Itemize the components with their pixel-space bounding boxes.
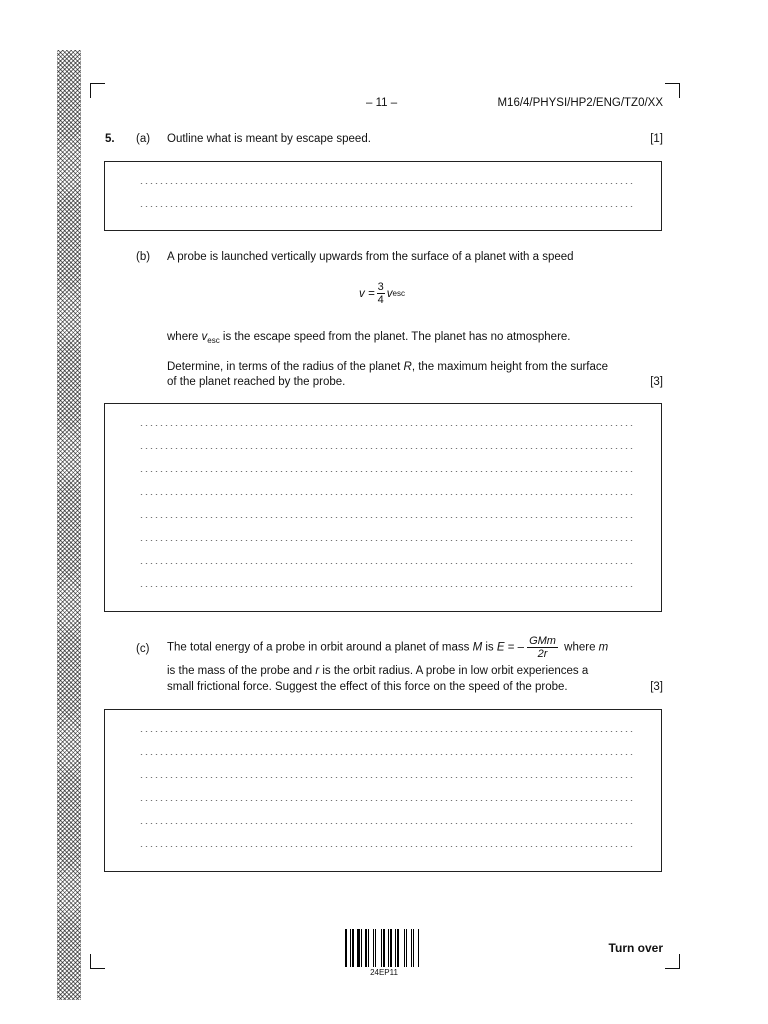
- text-segment: is the mass of the probe and: [167, 665, 316, 677]
- answer-box-b[interactable]: [104, 403, 662, 612]
- part-c-label: (c): [136, 643, 150, 655]
- answer-line: [139, 754, 633, 755]
- variable: r: [315, 665, 320, 677]
- part-c-line-3: small frictional force. Suggest the effect of this force on the speed of the probe.: [167, 681, 568, 693]
- answer-line: [139, 517, 633, 518]
- fraction-numerator: GMm: [529, 635, 556, 647]
- answer-box-c[interactable]: [104, 709, 662, 872]
- subscript: esc: [207, 336, 220, 345]
- part-b-label: (b): [136, 251, 151, 263]
- text-segment: is: [482, 641, 497, 654]
- variable: M: [472, 641, 483, 654]
- barcode-bar: [393, 929, 394, 967]
- part-a-text: Outline what is meant by escape speed.: [167, 133, 371, 145]
- barcode-bar: [404, 929, 405, 967]
- crop-mark-top-right: [665, 83, 680, 98]
- barcode-bar: [413, 929, 414, 967]
- formula-var: v: [386, 287, 393, 300]
- text-segment: , the maximum height from the surface: [411, 361, 609, 373]
- barcode-bar: [388, 929, 389, 967]
- barcode-bar: [377, 929, 380, 967]
- speed-formula: [359, 281, 405, 306]
- part-b-text-1: A probe is launched vertically upwards from the surface of a planet with a speed: [167, 251, 574, 263]
- part-b-text-3: [167, 361, 608, 373]
- barcode-bar: [390, 929, 392, 967]
- part-a-label: (a): [136, 133, 151, 145]
- variable: v: [201, 331, 208, 343]
- text-segment: Determine, in terms of the radius of the planet: [167, 361, 404, 373]
- barcode-bar: [352, 929, 354, 967]
- answer-line: [139, 494, 633, 495]
- answer-line: [139, 586, 633, 587]
- formula-fraction: [377, 281, 385, 306]
- part-c-marks: [3]: [650, 681, 663, 693]
- text-segment: = –: [504, 641, 525, 654]
- answer-line: [139, 183, 633, 184]
- text-segment: where: [167, 331, 202, 343]
- formula-sub: esc: [392, 289, 405, 298]
- barcode-bar: [361, 929, 362, 967]
- barcode-bar: [365, 929, 367, 967]
- barcode: [345, 929, 423, 967]
- barcode-bar: [408, 929, 410, 967]
- crop-mark-top-left: [90, 83, 105, 98]
- part-b-marks: [3]: [650, 376, 663, 388]
- crop-mark-bottom-right: [665, 954, 680, 969]
- text-segment: The total energy of a probe in orbit around a planet of mass: [167, 641, 473, 654]
- barcode-text: 24EP11: [370, 968, 398, 977]
- part-b-text-4: of the planet reached by the probe.: [167, 376, 346, 388]
- part-a-marks: [1]: [650, 133, 663, 145]
- barcode-bar: [363, 929, 364, 967]
- barcode-bar: [375, 929, 376, 967]
- energy-fraction: [527, 635, 558, 660]
- answer-line: [139, 206, 633, 207]
- text-segment: is the orbit radius. A probe in low orbit experiences a: [319, 665, 589, 677]
- barcode-bar: [357, 929, 360, 967]
- barcode-bar: [348, 929, 349, 967]
- answer-line: [139, 846, 633, 847]
- answer-line: [139, 731, 633, 732]
- answer-line: [139, 777, 633, 778]
- barcode-bar: [383, 929, 385, 967]
- barcode-bar: [418, 929, 419, 967]
- question-number: 5.: [105, 133, 115, 145]
- barcode-bar: [411, 929, 412, 967]
- margin-hatch: [57, 50, 81, 1000]
- variable: R: [403, 361, 412, 373]
- text-segment: is the escape speed from the planet. The planet has no atmosphere.: [219, 331, 571, 343]
- barcode-bar: [350, 929, 351, 967]
- answer-line: [139, 448, 633, 449]
- barcode-bar: [395, 929, 396, 967]
- variable: m: [598, 641, 609, 654]
- page-number: – 11 –: [366, 97, 398, 109]
- part-b-text-2: [167, 331, 571, 345]
- barcode-bar: [381, 929, 382, 967]
- formula-lhs: v =: [359, 287, 375, 300]
- barcode-bar: [415, 929, 417, 967]
- part-c-line-2: [167, 665, 588, 677]
- variable: E: [496, 641, 505, 654]
- barcode-bar: [368, 929, 369, 967]
- barcode-bar: [370, 929, 372, 967]
- part-c-line-1: [167, 635, 608, 660]
- fraction-denominator: 2r: [537, 648, 548, 660]
- crop-mark-bottom-left: [90, 954, 105, 969]
- paper-code: M16/4/PHYSI/HP2/ENG/TZ0/XX: [497, 97, 663, 109]
- answer-line: [139, 823, 633, 824]
- barcode-bar: [400, 929, 403, 967]
- barcode-bar: [386, 929, 387, 967]
- barcode-bar: [397, 929, 399, 967]
- answer-line: [139, 471, 633, 472]
- answer-line: [139, 800, 633, 801]
- barcode-bar: [355, 929, 356, 967]
- barcode-bar: [373, 929, 374, 967]
- formula-denominator: 4: [377, 294, 384, 306]
- barcode-bar: [406, 929, 407, 967]
- formula-numerator: 3: [377, 281, 384, 293]
- answer-line: [139, 540, 633, 541]
- answer-box-a[interactable]: [104, 161, 662, 231]
- barcode-bar: [345, 929, 347, 967]
- answer-line: [139, 425, 633, 426]
- text-segment: where: [560, 641, 599, 654]
- turn-over-label: Turn over: [608, 941, 663, 955]
- answer-line: [139, 563, 633, 564]
